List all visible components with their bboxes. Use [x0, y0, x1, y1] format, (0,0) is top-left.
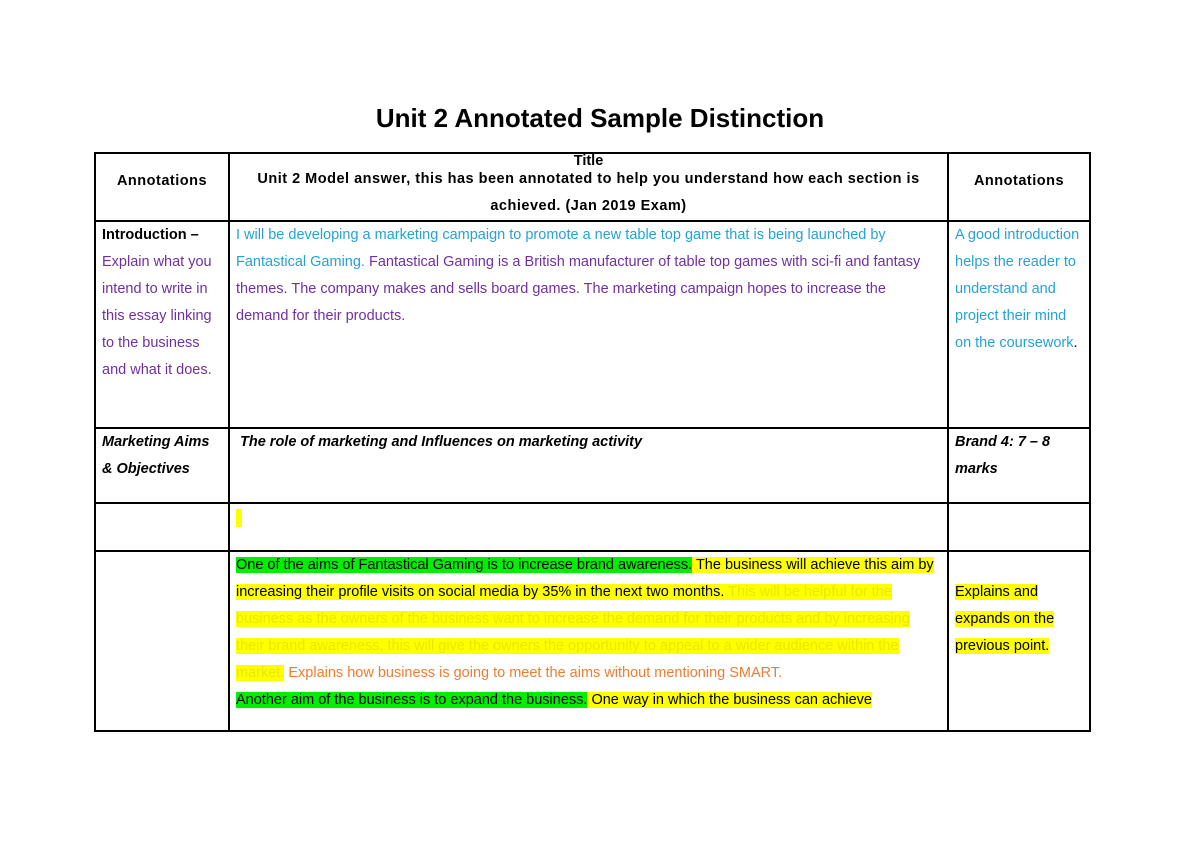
header-left-label: Annotations	[116, 173, 208, 189]
aim-detail-2: One way in which the business can achieve	[587, 692, 872, 708]
marketing-left-cell	[95, 428, 229, 503]
body-left-cell	[95, 551, 229, 731]
marketing-subtitle: The role of marketing and Influences on marketing activity	[240, 434, 643, 450]
aim-sentence-1: One of the aims of Fantastical Gaming is to increase brand awareness.	[236, 557, 693, 573]
marketing-heading: Marketing Aims & Objectives	[102, 434, 210, 477]
document-title: Unit 2 Annotated Sample Distinction	[375, 103, 825, 133]
intro-guidance: Explain what you intend to write in this essay linking to the business and what it does.	[102, 254, 212, 378]
intro-heading: Introduction –	[102, 227, 199, 243]
intro-text-part1: I will be developing a marketing campaign to promote a new table top game that is being launched by Fantastical Gaming.	[236, 227, 886, 270]
marketing-row	[95, 428, 1090, 503]
aim-annotation: Explains how business is going to meet the aims without mentioning SMART.	[284, 665, 783, 681]
intro-right-cell	[948, 221, 1090, 428]
body-middle-cell	[229, 551, 948, 731]
marketing-right-cell	[948, 428, 1090, 503]
aim-sentence-2: Another aim of the business is to expand the business.	[236, 692, 588, 708]
introduction-row	[95, 221, 1090, 428]
blank-left-cell	[95, 503, 229, 551]
intro-annotation-period: .	[1073, 335, 1078, 351]
header-middle-cell	[229, 153, 948, 221]
marketing-middle-cell	[229, 428, 948, 503]
highlight-marker	[236, 509, 242, 527]
intro-left-cell	[95, 221, 229, 428]
aim-detail-1: The business will achieve this aim by increasing their profile visits on social media by 35% in the next two months.	[236, 557, 934, 600]
body-right-cell	[948, 551, 1090, 731]
title-label: Title	[573, 153, 604, 169]
header-left-cell	[95, 153, 229, 221]
annotation-table	[94, 152, 1091, 732]
body-annotation: Explains and expands on the previous point.	[955, 584, 1055, 654]
intro-annotation: A good introduction helps the reader to understand and project their mind on the coursework	[955, 227, 1080, 351]
blank-middle-cell	[229, 503, 948, 551]
blank-row	[95, 503, 1090, 551]
header-right-label: Annotations	[973, 173, 1065, 189]
aim-benefit: This will be helpful for the business as the owners of the business want to increase the demand for their products and by increasing their brand awareness, this will give the owners the opportunity to appeal to a wider audience within the market.	[236, 584, 910, 681]
intro-text-part2: Fantastical Gaming is a British manufacturer of table top games with sci-fi and fantasy themes. The company makes and sells board games. The marketing campaign hopes to increase the demand for their products.	[236, 254, 921, 324]
intro-middle-cell	[229, 221, 948, 428]
header-middle-label: Unit 2 Model answer, this has been annotated to help you understand how each section is achieved. (Jan 2019 Exam)	[257, 171, 920, 214]
body-row	[95, 551, 1090, 731]
marketing-mark-band: Brand 4: 7 – 8 marks	[955, 434, 1051, 477]
table-header-row	[95, 153, 1090, 221]
header-right-cell	[948, 153, 1090, 221]
blank-right-cell	[948, 503, 1090, 551]
